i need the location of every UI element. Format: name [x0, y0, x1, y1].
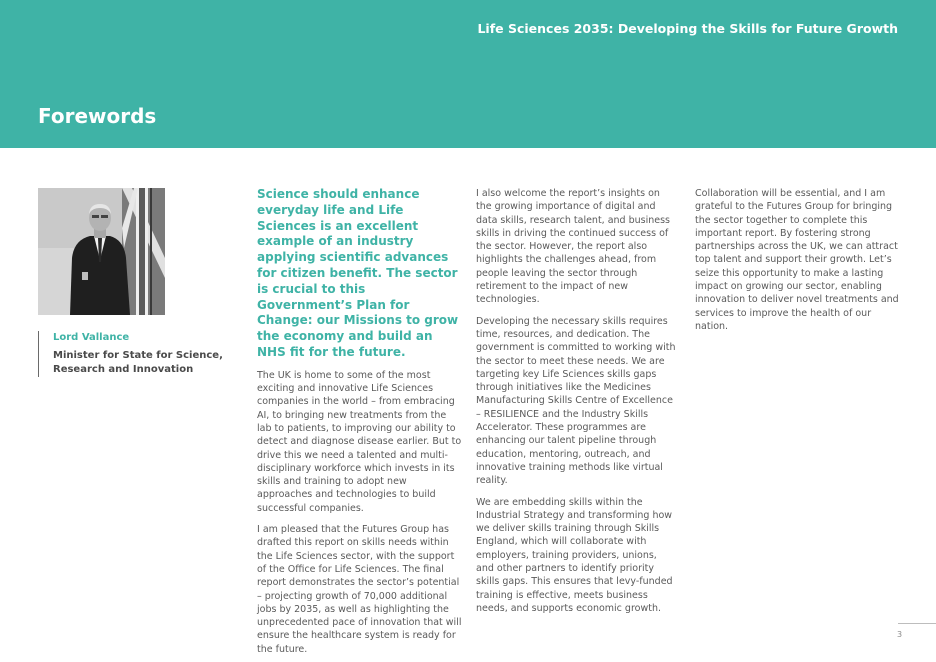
header-banner [0, 0, 936, 148]
section-title: Forewords [38, 104, 157, 128]
column-3 [695, 187, 903, 341]
paragraph: I also welcome the report’s insights on the growing importance of digital and data skills, research talent, and business skills in driving the continued success of the sector. However, the report also highlights the challenges ahead, from people leaving the sector through retirement to the impact of new technologies. [476, 188, 671, 306]
author-name: Lord Vallance [53, 332, 130, 343]
document-title: Life Sciences 2035: Developing the Skills for Future Growth [477, 21, 898, 36]
paragraph: The UK is home to some of the most exciting and innovative Life Sciences companies in the world – from embracing AI, to bringing new treatments from the lab to patients, to improving our ability to detect and diagnose disease earlier. But to drive this we need a talented and multi-disciplinary workforce which invests in its skills and training to adopt new approaches and technologies to build successful companies. [257, 369, 462, 514]
column-2 [476, 187, 676, 623]
paragraph: We are embedding skills within the Industrial Strategy and transforming how we deliver skills training through Skills England, which will collaborate with employers, training providers, unions, and other partners to identify priority skills gaps. This ensures that levy-funded training is effective, meets business needs, and supports economic growth. [476, 496, 673, 614]
portrait-image [38, 188, 165, 315]
page-number: 3 [897, 630, 903, 639]
paragraph: Collaboration will be essential, and I am grateful to the Futures Group for bringing the sector together to complete this important report. By fostering strong partnerships across the UK, we can attract top talent and support their growth. Let’s seize this opportunity to make a lasting impact on growing our sector, enabling innovation to deliver novel treatments and services to improve the health of our nation. [695, 188, 899, 332]
lead-quote: Science should enhance everyday life and Life Sciences is an excellent example of an industry applying scientific advances for citizen benefit. The sector is crucial to this Government’s Plan for Change: our Missions to grow the economy and build an NHS fit for the future. [257, 187, 459, 359]
author-caption [38, 331, 223, 377]
footer-rule [898, 623, 936, 624]
author-role: Minister for State for Science, Research and Innovation [53, 350, 223, 375]
author-portrait [38, 188, 165, 315]
paragraph: I am pleased that the Futures Group has drafted this report on skills needs within the Life Sciences sector, with the support of the Office for Life Sciences. The final report demonstrates the sector’s potential – projecting growth of 70,000 additional jobs by 2035, as well as highlighting the unprecedented pace of innovation that will ensure the healthcare system is ready for the future. [257, 524, 462, 655]
paragraph: Developing the necessary skills requires time, resources, and dedication. The government is committed to working with the sector to meet these needs. We are targeting key Life Sciences skills gaps through initiatives like the Medicines Manufacturing Skills Centre of Excellence – RESILIENCE and the Industry Skills Accelerator. These programmes are enhancing our talent pipeline through education, mentoring, outreach, and innovative training methods like virtual reality. [476, 315, 676, 487]
column-1 [257, 187, 462, 662]
